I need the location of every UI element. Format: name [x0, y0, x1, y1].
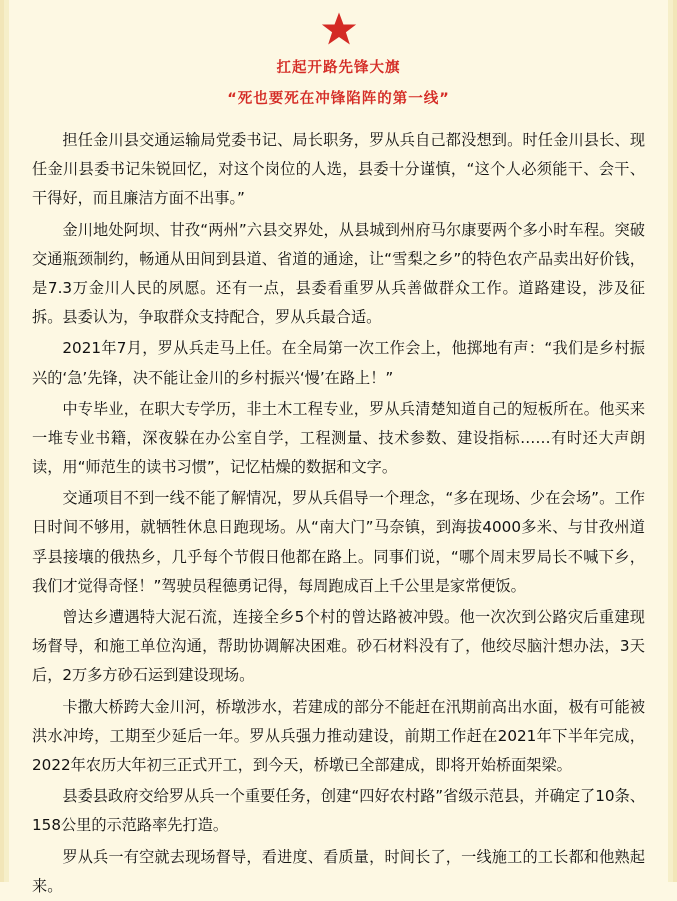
- paragraph: 金川地处阿坝、甘孜“两州”六县交界处，从县城到州府马尔康要两个多小时车程。突破交通瓶颈制约，畅通从田间到县道、省道的通途，让“雪梨之乡”的特色农产品卖出好价钱，是7.3万金川人民的夙愿。还有一点，县委看重罗从兵善做群众工作。道路建设，涉及征拆。县委认为，争取群众支持配合，罗从兵最合适。: [32, 220, 645, 327]
- right-margin-rule: [668, 0, 673, 882]
- paragraph: 担任金川县交通运输局党委书记、局长职务，罗从兵自己都没想到。时任金川县长、现任金川县委书记朱锐回忆，对这个岗位的人选，县委十分谨慎，“这个人必须能干、会干、干得好，而且廉洁方面不出事。”: [32, 131, 645, 208]
- article-body: [4, 108, 673, 901]
- paragraph: 县委县政府交给罗从兵一个重要任务，创建“四好农村路”省级示范县，并确定了10条、158公里的示范路率先打造。: [32, 787, 645, 835]
- article-headline: 扛起开路先锋大旗: [276, 60, 401, 76]
- paragraph: 中专毕业，在职大专学历，非土木工程专业，罗从兵清楚知道自己的短板所在。他买来一堆专业书籍，深夜躲在办公室自学，工程测量、技术参数、建设指标……有时还大声朗读，用“师范生的读书习惯”，记忆枯燥的数据和文字。: [32, 399, 645, 477]
- article-subheadline: “死也要死在冲锋陷阵的第一线”: [227, 91, 450, 107]
- article-header: [4, 0, 673, 108]
- paragraph: 卡撒大桥跨大金川河，桥墩涉水，若建成的部分不能赶在汛期前高出水面，极有可能被洪水冲垮，工期至少延后一年。罗从兵强力推动建设，前期工作赶在2021年下半年完成，2022年农历大年初三正式开工，到今天，桥墩已全部建成，即将开始桥面架梁。: [32, 697, 645, 774]
- paragraph: 曾达乡遭遇特大泥石流，连接全乡5个村的曾达路被冲毁。他一次次到公路灾后重建现场督导，和施工单位沟通，帮助协调解决困难。砂石材料没有了，他绞尽脑汁想办法，3天后，2万多方砂石运到建设现场。: [32, 608, 645, 685]
- red-star-icon: [4, 10, 673, 50]
- paragraph: 2021年7月，罗从兵走马上任。在全局第一次工作会上，他掷地有声：“我们是乡村振兴的‘急’先锋，决不能让金川的乡村振兴‘慢’在路上！”: [32, 339, 645, 387]
- left-margin-rule: [4, 0, 9, 882]
- paragraph: 罗从兵一有空就去现场督导，看进度、看质量，时间长了，一线施工的工长都和他熟起来。: [32, 847, 645, 895]
- paragraph: 交通项目不到一线不能了解情况，罗从兵倡导一个理念，“多在现场、少在会场”。工作日时间不够用，就牺牲休息日跑现场。从“南大门”马奈镇，到海拔4000多米、与甘孜州道孚县接壤的俄热乡，几乎每个节假日他都在路上。同事们说，“哪个周末罗局长不喊下乡，我们才觉得奇怪！”驾驶员程德勇记得，每周跑成百上千公里是家常便饭。: [32, 489, 645, 595]
